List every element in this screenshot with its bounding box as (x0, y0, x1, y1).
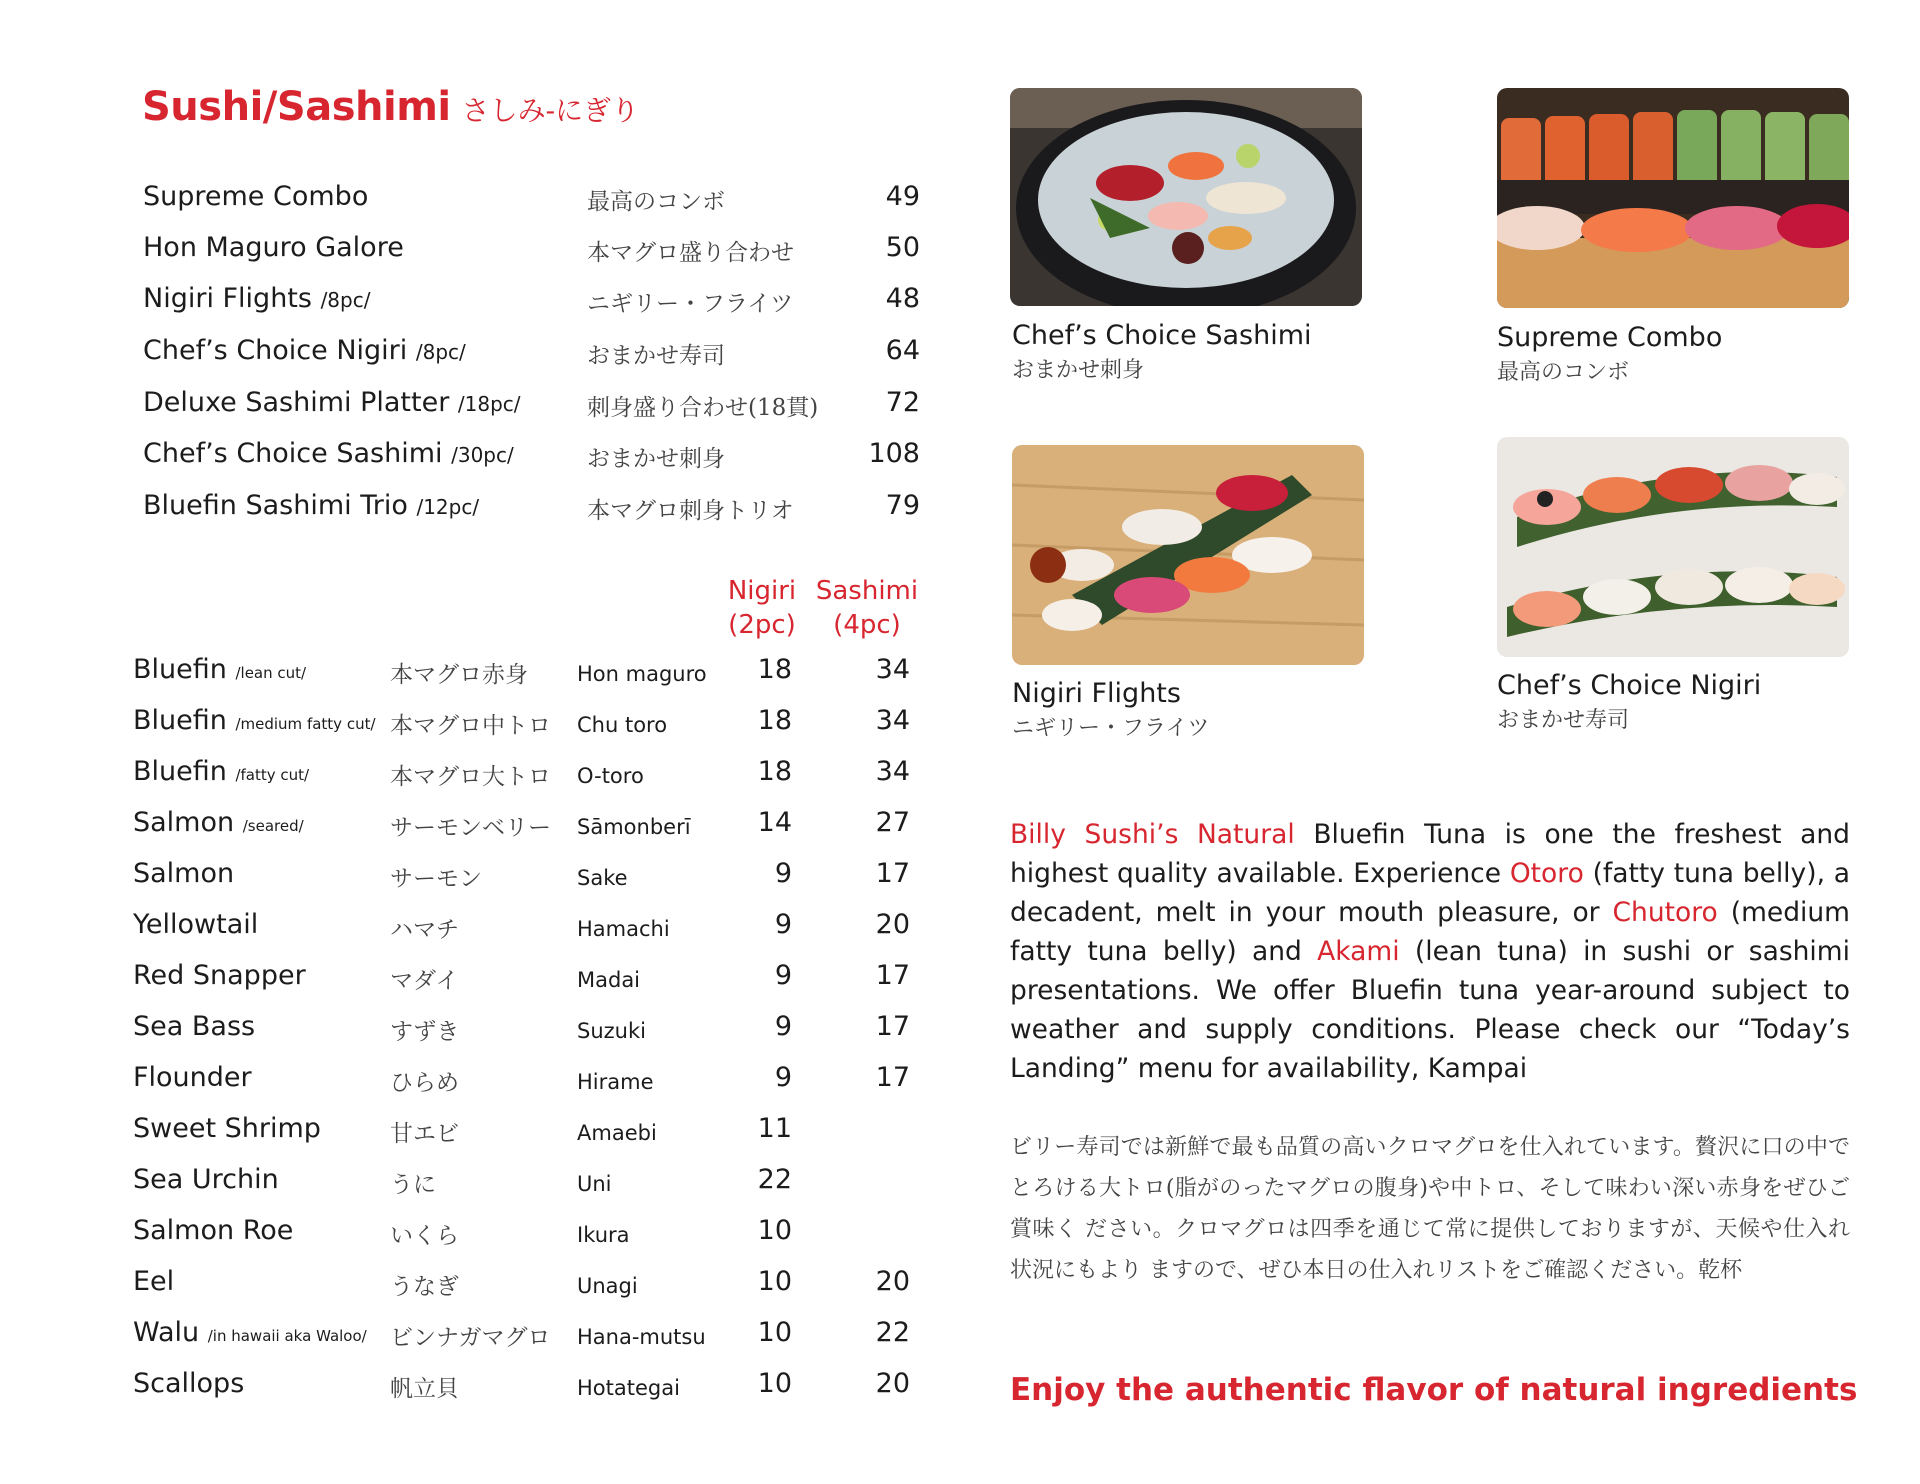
fish-name-jp: マダイ (390, 968, 459, 994)
bluefin-description-jp: ビリー寿司では新鮮で最も品質の高いクロマグロを仕入れています。贅沢に口の中でとろける大トロ(脂がのったマグロの腹身)や中トロ、そして味わい深い赤身をぜひご賞味く ださい。クロマグロは四季を通じて常に提供しておりますが、天候や仕入れ状況にもより ますので、ぜひ本日の仕入れリストをご確認ください。乾杯 (1010, 1135, 1850, 1283)
nigiri-price: 9 (774, 909, 792, 940)
fish-name: Salmon Roe (133, 1215, 294, 1246)
photo-caption-jp: 最高のコンボ (1497, 360, 1630, 385)
fish-name: Bluefin /medium fatty cut/ (133, 705, 376, 736)
table-row (0, 654, 940, 696)
fish-romaji: Hana-mutsu (577, 1325, 706, 1349)
combo-item (0, 181, 940, 221)
combo-price: 50 (885, 232, 920, 263)
fish-name: Bluefin /fatty cut/ (133, 756, 310, 787)
nigiri-column-header (722, 574, 802, 642)
photo-caption-jp: ニギリー・フライツ (1012, 716, 1210, 741)
fish-name: Red Snapper (133, 960, 306, 991)
table-row (0, 1215, 940, 1257)
fish-romaji: Hirame (577, 1070, 654, 1094)
sashimi-column-header (812, 574, 922, 642)
sashimi-price: 17 (875, 960, 910, 991)
nigiri-price: 18 (757, 756, 792, 787)
table-row (0, 1317, 940, 1359)
table-row (0, 909, 940, 951)
combo-price: 64 (885, 335, 920, 366)
table-row (0, 807, 940, 849)
fish-romaji: Hotategai (577, 1376, 680, 1400)
sashimi-price: 34 (875, 705, 910, 736)
fish-name: Salmon /seared/ (133, 807, 304, 838)
table-row (0, 1062, 940, 1104)
bluefin-description (1010, 815, 1850, 1088)
nigiri-price: 11 (757, 1113, 792, 1144)
sashimi-price: 17 (875, 1011, 910, 1042)
fish-name: Sweet Shrimp (133, 1113, 321, 1144)
combo-item (0, 283, 940, 323)
photo-caption-en: Supreme Combo (1497, 322, 1723, 353)
fish-name-jp: 甘エビ (390, 1121, 459, 1147)
section-title-jp: さしみ-にぎり (461, 94, 640, 127)
fish-note: /lean cut/ (235, 664, 307, 682)
combo-price: 72 (885, 387, 920, 418)
combo-name-jp: おまかせ刺身 (587, 446, 725, 472)
table-row (0, 1368, 940, 1410)
photo-caption (1012, 320, 1312, 384)
sashimi-price: 20 (875, 909, 910, 940)
photo-caption-jp: おまかせ刺身 (1012, 358, 1145, 383)
sashimi-header-count: (4pc) (833, 610, 901, 640)
fish-name-jp: うなぎ (390, 1274, 459, 1300)
fish-name: Salmon (133, 858, 235, 889)
combo-name: Chef’s Choice Nigiri /8pc/ (143, 335, 466, 366)
fish-romaji: Madai (577, 968, 641, 992)
table-row (0, 960, 940, 1002)
fish-romaji: O-toro (577, 764, 644, 788)
chefs-choice-nigiri-photo (1497, 437, 1849, 657)
fish-note: /in hawaii aka Waloo/ (207, 1327, 367, 1345)
combo-name: Supreme Combo (143, 181, 369, 212)
fish-name-jp: ひらめ (390, 1070, 459, 1096)
table-row (0, 705, 940, 747)
combo-item (0, 335, 940, 375)
fish-romaji: Unagi (577, 1274, 638, 1298)
fish-name-jp: 本マグロ中トロ (390, 713, 551, 739)
supreme-combo-photo (1497, 88, 1849, 308)
combo-price: 48 (885, 283, 920, 314)
photo-caption (1012, 678, 1209, 742)
sashimi-price: 34 (875, 756, 910, 787)
combo-item (0, 438, 940, 478)
sashimi-price: 17 (875, 1062, 910, 1093)
combo-name-jp: 本マグロ盛り合わせ (587, 240, 794, 266)
sashimi-price: 34 (875, 654, 910, 685)
section-title-en: Sushi/Sashimi (142, 84, 451, 130)
fish-name: Sea Bass (133, 1011, 256, 1042)
fish-name-jp: 帆立貝 (390, 1376, 459, 1402)
photo-caption-en: Chef’s Choice Nigiri (1497, 670, 1762, 701)
description-text: Bluefin Tuna is one the freshest and highest quality available. Experience (1010, 819, 1850, 889)
description-text: (medium fatty tuna belly) and (1010, 897, 1850, 967)
nigiri-price: 9 (774, 960, 792, 991)
brand-highlight: Billy Sushi’s Natural (1010, 819, 1295, 850)
fish-name: Scallops (133, 1368, 245, 1399)
photo-caption (1497, 322, 1722, 386)
description-text: (lean tuna) in sushi or sashimi presentations. We offer Bluefin tuna year-around subject to weather and supply conditions. Please check our “Today’s Landing” menu for availability, Kampai (1010, 936, 1850, 1084)
fish-name-jp: うに (390, 1172, 436, 1198)
nigiri-header-label: Nigiri (727, 576, 797, 606)
chutoro-highlight: Chutoro (1612, 897, 1718, 928)
fish-name: Flounder (133, 1062, 252, 1093)
combo-name-jp: 刺身盛り合わせ(18貫) (587, 395, 819, 421)
nigiri-price: 14 (757, 807, 792, 838)
fish-note: /medium fatty cut/ (235, 715, 376, 733)
table-row (0, 1266, 940, 1308)
nigiri-price: 9 (774, 1062, 792, 1093)
fish-name: Eel (133, 1266, 175, 1297)
fish-name: Bluefin /lean cut/ (133, 654, 307, 685)
sashimi-header-label: Sashimi (815, 576, 919, 606)
fish-romaji: Sake (577, 866, 628, 890)
fish-name-jp: ビンナガマグロ (390, 1325, 551, 1351)
combo-price: 79 (885, 490, 920, 521)
fish-name-jp: ハマチ (390, 917, 459, 943)
combo-name: Nigiri Flights /8pc/ (143, 283, 371, 314)
combo-name: Bluefin Sashimi Trio /12pc/ (143, 490, 480, 521)
combo-name-jp: 最高のコンボ (587, 189, 725, 215)
fish-romaji: Amaebi (577, 1121, 657, 1145)
table-row (0, 858, 940, 900)
combo-item (0, 232, 940, 272)
tagline: Enjoy the authentic flavor of natural ingredients (1010, 1372, 1858, 1408)
nigiri-price: 10 (757, 1215, 792, 1246)
combo-price: 49 (885, 181, 920, 212)
sashimi-price: 22 (875, 1317, 910, 1348)
combo-name-jp: ニギリー・フライツ (587, 291, 794, 317)
combo-qty: /8pc/ (415, 340, 466, 364)
fish-name: Walu /in hawaii aka Waloo/ (133, 1317, 367, 1348)
table-row (0, 1011, 940, 1053)
table-row (0, 1113, 940, 1155)
sashimi-platter-photo (1010, 88, 1362, 306)
nigiri-price: 10 (757, 1368, 792, 1399)
combo-item (0, 490, 940, 530)
fish-romaji: Suzuki (577, 1019, 646, 1043)
fish-romaji: Hon maguro (577, 662, 707, 686)
table-row (0, 1164, 940, 1206)
nigiri-price: 18 (757, 654, 792, 685)
fish-name-jp: 本マグロ赤身 (390, 662, 528, 688)
combo-qty: /30pc/ (451, 443, 514, 467)
sashimi-price: 20 (875, 1266, 910, 1297)
combo-name: Hon Maguro Galore (143, 232, 404, 263)
fish-name: Yellowtail (133, 909, 259, 940)
combo-qty: /8pc/ (320, 288, 371, 312)
nigiri-price: 22 (757, 1164, 792, 1195)
photo-caption (1497, 670, 1761, 734)
akami-highlight: Akami (1317, 936, 1400, 967)
otoro-highlight: Otoro (1509, 858, 1584, 889)
nigiri-flights-photo (1012, 445, 1364, 665)
fish-name-jp: サーモンベリー (390, 815, 551, 841)
photo-caption-jp: おまかせ寿司 (1497, 708, 1630, 733)
combo-name-jp: おまかせ寿司 (587, 343, 725, 369)
combo-price: 108 (868, 438, 920, 469)
nigiri-price: 10 (757, 1317, 792, 1348)
nigiri-price: 10 (757, 1266, 792, 1297)
photo-caption-en: Nigiri Flights (1012, 678, 1181, 709)
fish-romaji: Sāmonberī (577, 815, 691, 839)
combo-name-jp: 本マグロ刺身トリオ (587, 498, 794, 524)
fish-romaji: Chu toro (577, 713, 668, 737)
fish-romaji: Ikura (577, 1223, 630, 1247)
combo-name: Chef’s Choice Sashimi /30pc/ (143, 438, 514, 469)
combo-item (0, 387, 940, 427)
sashimi-price: 17 (875, 858, 910, 889)
fish-name: Sea Urchin (133, 1164, 279, 1195)
sashimi-price: 20 (875, 1368, 910, 1399)
fish-note: /fatty cut/ (235, 766, 310, 784)
combo-qty: /18pc/ (457, 392, 521, 416)
fish-romaji: Hamachi (577, 917, 670, 941)
section-title (142, 84, 639, 130)
sashimi-price: 27 (875, 807, 910, 838)
combo-name: Deluxe Sashimi Platter /18pc/ (143, 387, 521, 418)
table-row (0, 756, 940, 798)
fish-name-jp: 本マグロ大トロ (390, 764, 551, 790)
nigiri-price: 9 (774, 858, 792, 889)
fish-name-jp: いくら (390, 1223, 459, 1249)
fish-name-jp: サーモン (390, 866, 482, 892)
fish-name-jp: すずき (390, 1019, 460, 1045)
nigiri-price: 18 (757, 705, 792, 736)
nigiri-price: 9 (774, 1011, 792, 1042)
combo-qty: /12pc/ (416, 495, 480, 519)
fish-romaji: Uni (577, 1172, 612, 1196)
fish-note: /seared/ (242, 817, 304, 835)
nigiri-header-count: (2pc) (728, 610, 796, 640)
description-text: (fatty tuna belly), a decadent, melt in your mouth pleasure, or (1010, 858, 1850, 928)
photo-caption-en: Chef’s Choice Sashimi (1012, 320, 1312, 351)
